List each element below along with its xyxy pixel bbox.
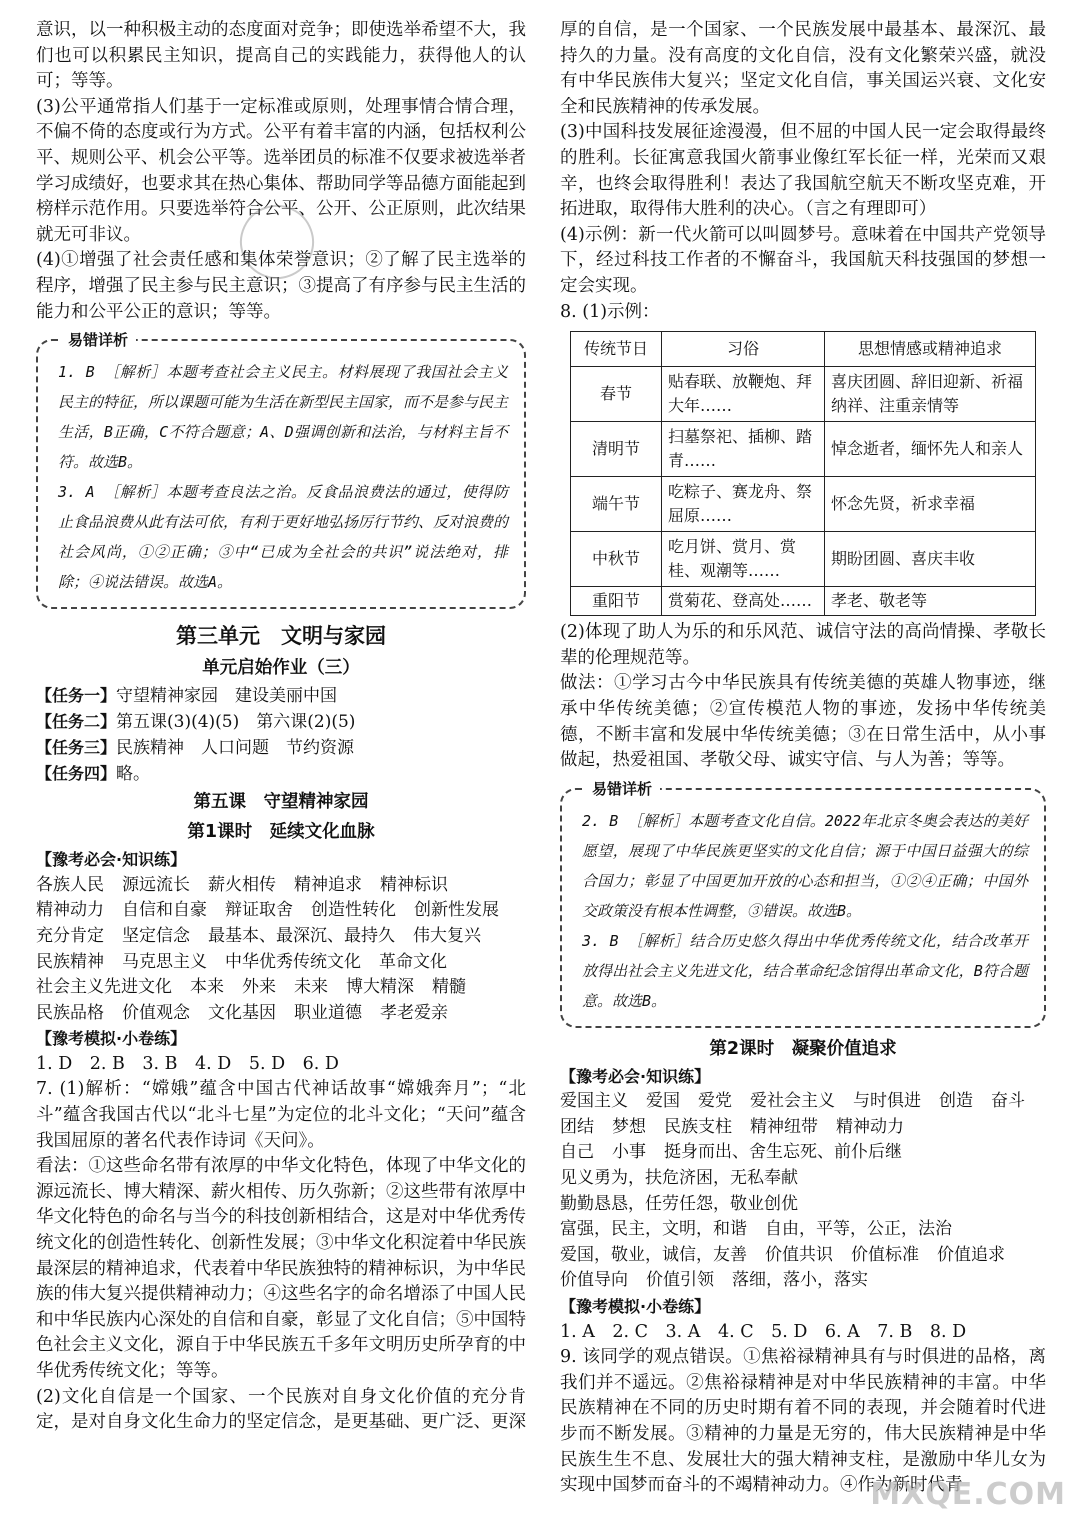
knowledge-row: 社会主义先进文化 本来 外来 未来 博大精深 精髓	[36, 977, 466, 998]
answer-paragraph: (3)中国科技发展征途漫漫，但不屈的中国人民一定会取得最终的胜利。长征寓意我国火箭事业像红军长征一样，光荣而又艰辛，也终会取得胜利！表达了我国航空航天不断攻坚克难，开拓进取，取得伟大胜利的决心。（言之有理即可）	[560, 122, 1046, 220]
knowledge-row: 精神动力 自信和自豪 辩证取舍 创造性转化 创新性发展	[36, 900, 499, 921]
box-title: 易错详析	[60, 329, 136, 350]
period-title: 第2课时 凝聚价值追求	[709, 1038, 897, 1059]
table-header: 传统节日	[571, 332, 662, 367]
knowledge-row: 爱国，敬业，诚信，友善 价值共识 价值标准 价值追求	[560, 1244, 1005, 1265]
knowledge-row: 充分肯定 坚定信念 最基本、最深沉、最持久 伟大复兴	[36, 925, 481, 946]
knowledge-row: 自己 小事 挺身而出、舍生忘死、前仆后继	[560, 1142, 902, 1163]
festival-table	[570, 331, 1036, 616]
answer-paragraph: 做法：①学习古今中华民族具有传统美德的英雄人物事迹，继承中华传统美德；②宣传模范人物的事迹，发扬中华传统美德，不断丰富和发展中华传统美德；③在日常生活中，从小事做起，热爱祖国、孝敬父母、诚实守信、与人为善；等等。	[560, 673, 1046, 771]
answer-paragraph: 意识，以一种积极主动的态度面对竞争；即使选举希望不大，我们也可以积累民主知识，提高自己的实践能力，获得他人的认可；等等。	[36, 20, 526, 92]
answer-key: 1. D 2. B 3. B 4. D 5. D 6. D	[36, 1053, 339, 1074]
answer-key: 1. A 2. C 3. A 4. C 5. D 6. A 7. B 8. D	[560, 1321, 967, 1342]
table-row: 清明节 扫墓祭祀、插柳、踏青…… 悼念逝者，缅怀先人和亲人	[571, 422, 1036, 477]
answer-paragraph: 7. (1)解析：“嫦娥”蕴含中国古代神话故事“嫦娥奔月”；“北斗”蕴含我国古代以“北斗七星”为定位的北斗文化；“天问”蕴含我国屈原的著名代表作诗词《天问》。	[36, 1079, 526, 1151]
task-line: 【任务二】第五课(3)(4)(5) 第六课(2)(5)	[36, 712, 356, 733]
unit-subtitle: 单元启始作业（三）	[202, 658, 360, 679]
answer-paragraph: (3)公平通常指人们基于一定标准或原则，处理事情合情合理，不偏不倚的态度或行为方式。公平有着丰富的内涵，包括权利公平、规则公平、机会公平等。选举团员的标准不仅要求被选举者学习成绩好，也要求其在热心集体、帮助同学等品德方面能起到榜样示范作用。只要选举符合公平、公开、公正原则，此次结果就无可非议。	[36, 96, 526, 245]
table-header: 思想情感或精神追求	[825, 332, 1036, 367]
section-label: 【豫考必会·知识练】	[560, 1066, 711, 1086]
section-label: 【豫考模拟·小卷练】	[560, 1297, 711, 1317]
analysis-item: 2. B ［解析］本题考查文化自信。2022年北京冬奥会表达的美好愿望，展现了中华民族更坚实的文化自信；源于中国日益强大的综合国力；彰显了中国更加开放的心态和担当，①②④正确；中国外交政策没有根本性调整，③错误。故选B。	[582, 811, 1028, 920]
task-line: 【任务三】民族精神 人口问题 节约资源	[36, 738, 355, 759]
table-row: 中秋节 吃月饼、赏月、赏桂、观潮等…… 期盼团圆、喜庆丰收	[571, 532, 1036, 587]
box-title: 易错详析	[584, 778, 660, 799]
question-head: 8. (1)示例：	[560, 301, 660, 322]
site-watermark: MXQE.COM	[870, 1477, 1066, 1512]
knowledge-row: 团结 梦想 民族支柱 精神纽带 精神动力	[560, 1116, 904, 1137]
period-title: 第1课时 延续文化血脉	[187, 822, 375, 843]
section-label: 【豫考必会·知识练】	[36, 850, 187, 870]
error-analysis-box	[36, 331, 526, 609]
answer-paragraph: (4)①增强了社会责任感和集体荣誉意识；②了解了民主选举的程序，增强了民主参与民主意识；③提高了有序参与民主生活的能力和公平公正的意识；等等。	[36, 250, 526, 322]
knowledge-row: 各族人民 源远流长 薪火相传 精神追求 精神标识	[36, 874, 448, 895]
task-line: 【任务一】守望精神家园 建设美丽中国	[36, 686, 338, 707]
lesson-title: 第五课 守望精神家园	[193, 792, 369, 813]
right-column	[560, 18, 1046, 1499]
knowledge-row: 价值导向 价值引领 落细，落小，落实	[560, 1270, 868, 1291]
answer-paragraph: (4)示例：新一代火箭可以叫圆梦号。意味着在中国共产党领导下，经过科技工作者的不懈奋斗，我国航天科技强国的梦想一定会实现。	[560, 224, 1046, 296]
answer-paragraph: (2)文化自信是一个国家、一个民族对自身文化价值的充分肯定，是对自身文化生命力的坚定信念，是更基础、更广泛、更深	[36, 1386, 526, 1433]
analysis-item: 1. B ［解析］本题考查社会主义民主。材料展现了我国社会主义民主的特征，所以课题可能为生活在新型民主国家，而不是参与民主生活，B正确，C不符合题意；A、D强调创新和法治，与材料主旨不符。故选B。	[58, 363, 509, 472]
section-label: 【豫考模拟·小卷练】	[36, 1029, 187, 1049]
unit-title: 第三单元 文明与家园	[176, 624, 386, 649]
answer-paragraph: 看法：①这些命名带有浓厚的中华文化特色，体现了中华文化的源远流长、博大精深、薪火相传、历久弥新；②这些带有浓厚中华文化特色的命名与当今的科技创新相结合，这是对中华优秀传统文化的创造性转化、创新性发展；③中华文化积淀着中华民族最深层的精神追求，代表着中华民族独特的精神标识，为中华民族的伟大复兴提供精神动力；④这些名字的命名增添了中国人民和中华民族内心深处的自信和自豪，彰显了文化自信；⑤中国特色社会主义文化，源自于中华民族五千多年文明历史所孕育的中华优秀传统文化；等等。	[36, 1156, 526, 1381]
answer-paragraph: (2)体现了助人为乐的和乐风范、诚信守法的高尚情操、孝敬长辈的伦理规范等。	[560, 622, 1046, 668]
analysis-item: 3. A ［解析］本题考查良法之治。反食品浪费法的通过，使得防止食品浪费从此有法可依，有利于更好地弘扬厉行节约、反对浪费的社会风尚，①②正确；③中“已成为全社会的共识”说法绝对，排除；④说法错误。故选A。	[58, 483, 509, 592]
knowledge-row: 富强，民主，文明，和谐 自由，平等，公正，法治	[560, 1219, 952, 1240]
table-row: 春节 贴春联、放鞭炮、拜大年…… 喜庆团圆、辞旧迎新、祈福纳祥、注重亲情等	[571, 367, 1036, 422]
answer-paragraph: 厚的自信，是一个国家、一个民族发展中最基本、最深沉、最持久的力量。没有高度的文化自信，没有文化繁荣兴盛，就没有中华民族伟大复兴；坚定文化自信，事关国运兴衰、文化安全和民族精神的传承发展。	[560, 20, 1046, 117]
knowledge-row: 爱国主义 爱国 爱党 爱社会主义 与时俱进 创造 奋斗	[560, 1091, 1025, 1112]
answer-paragraph: 9. 该同学的观点错误。①焦裕禄精神具有与时俱进的品格，离我们并不遥远。②焦裕禄精神是对中华民族精神的丰富。中华民族精神在不同的历史时期有着不同的表现，并会随着时代进步而不断发展。③精神的力量是无穷的，伟大民族精神是中华民族生生不息、发展壮大的强大精神支柱，是激励中华儿女为实现中国梦而奋斗的不竭精神动力。④作为新时代青	[560, 1347, 1046, 1496]
analysis-item: 3. B ［解析］结合历史悠久得出中华优秀传统文化，结合改革开放得出社会主义先进文化，结合革命纪念馆得出革命文化，B符合题意。故选B。	[582, 931, 1028, 1010]
table-row: 端午节 吃粽子、赛龙舟、祭屈原…… 怀念先贤，祈求幸福	[571, 477, 1036, 532]
knowledge-row: 民族精神 马克思主义 中华优秀传统文化 革命文化	[36, 951, 447, 972]
task-line: 【任务四】略。	[36, 764, 151, 785]
table-header: 习俗	[662, 332, 825, 367]
knowledge-row: 民族品格 价值观念 文化基因 职业道德 孝老爱亲	[36, 1002, 448, 1023]
error-analysis-box	[560, 779, 1046, 1028]
table-row: 重阳节 赏菊花、登高处…… 孝老、敬老等	[571, 587, 1036, 616]
knowledge-row: 见义勇为，扶危济困，无私奉献 勤勤恳恳，任劳任怨，敬业创优	[560, 1168, 798, 1214]
